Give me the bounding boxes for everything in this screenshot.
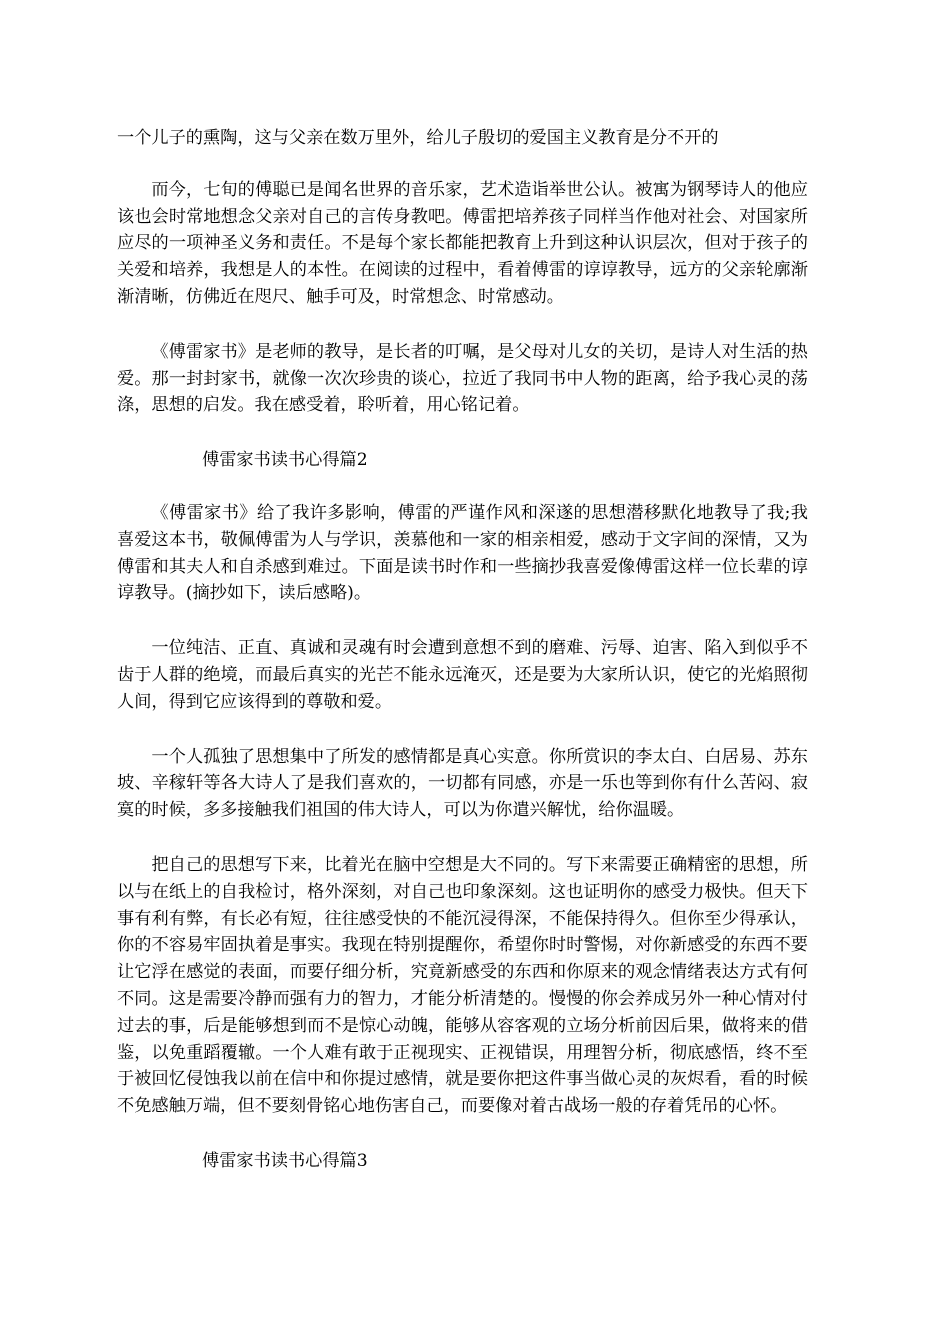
- paragraph-quote-soul: 一位纯洁、正直、真诚和灵魂有时会遭到意想不到的磨难、污辱、迫害、陷入到似乎不齿于人群的绝境，而最后真实的光芒不能永远淹灭，还是要为大家所认识，使它的光焰照彻人间，得到它应该得到的尊敬和爱。: [117, 638, 808, 712]
- paragraph-continued: 一个儿子的熏陶，这与父亲在数万里外，给儿子殷切的爱国主义教育是分不开的: [117, 128, 719, 148]
- section-heading-3: 傅雷家书读书心得篇3: [202, 1150, 368, 1171]
- paragraph-fucong: 而今，七旬的傅聪已是闻名世界的音乐家，艺术造诣举世公认。被寓为钢琴诗人的他应该也会时常地想念父亲对自己的言传身教吧。傅雷把培养孩子同样当作他对社会、对国家所应尽的一项神圣义务和责任。不是每个家长都能把教育上升到这种认识层次，但对于孩子的关爱和培养，我想是人的本性。在阅读的过程中，看着傅雷的谆谆教导，远方的父亲轮廓渐渐清晰，仿佛近在咫尺、触手可及，时常想念、时常感动。: [117, 179, 808, 307]
- paragraph-quote-thoughts: 把自己的思想写下来，比着光在脑中空想是大不同的。写下来需要正确精密的思想，所以与在纸上的自我检讨，格外深刻，对自己也印象深刻。这也证明你的感受力极快。但天下事有利有弊，有长必有短，往往感受快的不能沉浸得深，不能保持得久。但你至少得承认，你的不容易牢固执着是事实。我现在特别提醒你，希望你时时警惕，对你新感受的东西不要让它浮在感觉的表面，而要仔细分析，究竟新感受的东西和你原来的观念情绪表达方式有何不同。这是需要冷静而强有力的智力，才能分析清楚的。慢慢的你会养成另外一种心情对付过去的事，后是能够想到而不是惊心动魄，能够从容客观的立场分析前因后果，做将来的借鉴，以免重蹈覆辙。一个人难有敢于正视现实、正视错误，用理智分析，彻底感悟，终不至于被回忆侵蚀我以前在信中和你提过感情，就是要你把这件事当做心灵的灰烬看，看的时候不免感触万端，但不要刻骨铭心地伤害自己，而要像对着古战场一般的存着凭吊的心怀。: [117, 854, 808, 1117]
- paragraph-influence: 《傅雷家书》给了我许多影响，傅雷的严谨作风和深遂的思想潜移默化地教导了我;我喜爱这本书，敬佩傅雷为人与学识，羡慕他和一家的相亲相爱，感动于文字间的深情，又为傅雷和其夫人和自杀感到难过。下面是读书时作和一些摘抄我喜爱像傅雷这样一位长辈的谆谆教导。(摘抄如下，读后感略)。: [117, 502, 808, 604]
- section-heading-2: 傅雷家书读书心得篇2: [202, 450, 368, 471]
- paragraph-quote-poets: 一个人孤独了思想集中了所发的感情都是真心实意。你所赏识的李太白、白居易、苏东坡、辛稼轩等各大诗人了是我们喜欢的，一切都有同感，亦是一乐也等到你有什么苦闷、寂寞的时候，多多接触我们祖国的伟大诗人，可以为你遣兴解忧，给你温暖。: [117, 746, 808, 821]
- paragraph-letters-summary: 《傅雷家书》是老师的教导，是长者的叮嘱，是父母对儿女的关切，是诗人对生活的热爱。那一封封家书，就像一次次珍贵的谈心，拉近了我同书中人物的距离，给予我心灵的荡涤，思想的启发。我在感受着，聆听着，用心铭记着。: [117, 341, 808, 416]
